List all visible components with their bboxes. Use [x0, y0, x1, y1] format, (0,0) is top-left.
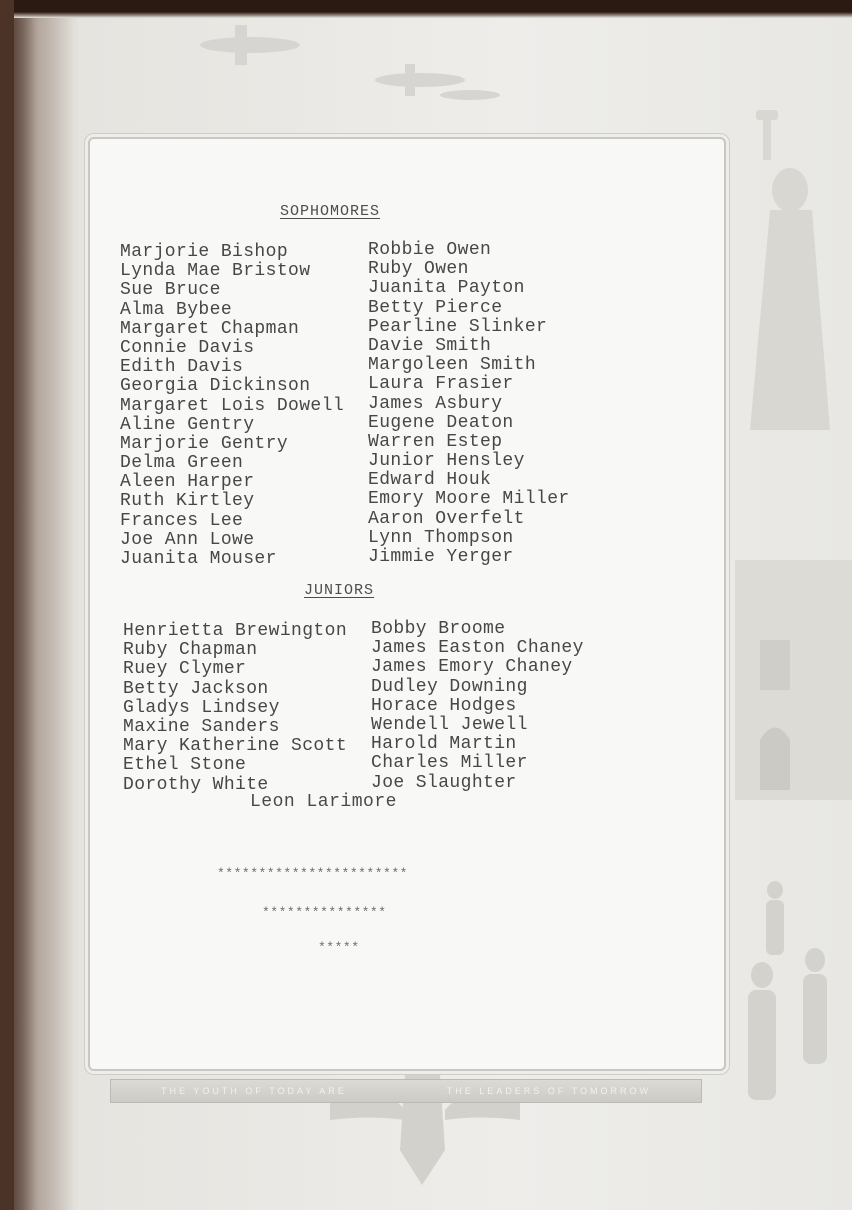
- list-item: Davie Smith: [368, 335, 492, 356]
- list-item: Margaret Chapman: [120, 318, 300, 339]
- list-item: Lynda Mae Bristow: [120, 261, 311, 282]
- motto-banner: [110, 1079, 702, 1103]
- sophomores-heading: SOPHOMORES: [280, 203, 381, 220]
- list-item: Aline Gentry: [120, 414, 255, 435]
- list-item: Betty Pierce: [368, 297, 503, 318]
- list-item: James Emory Chaney: [371, 657, 573, 678]
- list-item: Lynn Thompson: [368, 527, 514, 548]
- list-item: Ethel Stone: [123, 755, 247, 776]
- list-item: Connie Davis: [120, 337, 255, 358]
- star-divider-1: ***********************: [217, 866, 408, 881]
- motto-left: THE YOUTH OF TODAY ARE: [161, 1086, 347, 1096]
- list-item: Dudley Downing: [371, 676, 528, 697]
- star-divider-3: *****: [318, 940, 360, 955]
- list-item: Bobby Broome: [371, 619, 506, 639]
- list-item: Gladys Lindsey: [123, 697, 280, 718]
- list-item: Jimmie Yerger: [368, 547, 514, 567]
- list-item: Georgia Dickinson: [120, 376, 311, 397]
- list-item: Mary Katherine Scott: [123, 736, 348, 757]
- list-item: Pearline Slinker: [368, 316, 548, 337]
- building-icon: [735, 560, 852, 800]
- list-item: Horace Hodges: [371, 695, 517, 716]
- list-item: Frances Lee: [120, 510, 244, 531]
- list-item: Juanita Payton: [368, 278, 525, 299]
- list-item: Delma Green: [120, 453, 244, 474]
- juniors-last-name: Leon Larimore: [250, 792, 397, 812]
- sophomores-left-column: [120, 243, 344, 569]
- list-item: Joe Ann Lowe: [120, 529, 255, 550]
- list-item: James Easton Chaney: [371, 638, 584, 659]
- list-item: Wendell Jewell: [371, 714, 528, 735]
- list-item: Margoleen Smith: [368, 355, 537, 376]
- list-item: Eugene Deaton: [368, 412, 514, 433]
- list-item: Joe Slaughter: [371, 772, 517, 793]
- list-item: Harold Martin: [371, 734, 517, 755]
- list-item: Warren Estep: [368, 431, 503, 452]
- list-item: Aaron Overfelt: [368, 508, 525, 529]
- list-item: Charles Miller: [371, 753, 528, 774]
- airplane-icon: [200, 25, 500, 100]
- list-item: Dorothy White: [123, 774, 269, 795]
- list-item: Aleen Harper: [120, 472, 255, 493]
- list-item: Ruby Owen: [368, 259, 469, 280]
- list-item: Alma Bybee: [120, 299, 233, 320]
- list-item: Ruey Clymer: [123, 659, 247, 680]
- statue-icon: [750, 110, 830, 430]
- list-item: Henrietta Brewington: [123, 621, 348, 641]
- list-item: Robbie Owen: [368, 240, 492, 260]
- list-item: Juanita Mouser: [120, 549, 277, 569]
- sophomores-right-column: [368, 241, 570, 567]
- people-icon: [748, 881, 827, 1100]
- list-item: Marjorie Bishop: [120, 242, 289, 262]
- list-item: Ruth Kirtley: [120, 491, 255, 512]
- juniors-heading: JUNIORS: [304, 582, 375, 599]
- list-item: Junior Hensley: [368, 451, 525, 472]
- star-divider-2: ***************: [262, 905, 387, 920]
- list-item: Marjorie Gentry: [120, 433, 289, 454]
- list-item: Margaret Lois Dowell: [120, 395, 345, 416]
- list-item: Ruby Chapman: [123, 640, 258, 661]
- juniors-left-column: [123, 622, 347, 795]
- juniors-right-column: [371, 620, 584, 793]
- list-item: Emory Moore Miller: [368, 489, 570, 510]
- list-item: Laura Frasier: [368, 374, 514, 395]
- list-item: Maxine Sanders: [123, 716, 280, 737]
- motto-right: THE LEADERS OF TOMORROW: [446, 1086, 651, 1096]
- list-item: Edith Davis: [120, 357, 244, 378]
- list-item: James Asbury: [368, 393, 503, 414]
- list-item: Betty Jackson: [123, 678, 269, 699]
- list-item: Edward Houk: [368, 470, 492, 491]
- list-item: Sue Bruce: [120, 280, 221, 301]
